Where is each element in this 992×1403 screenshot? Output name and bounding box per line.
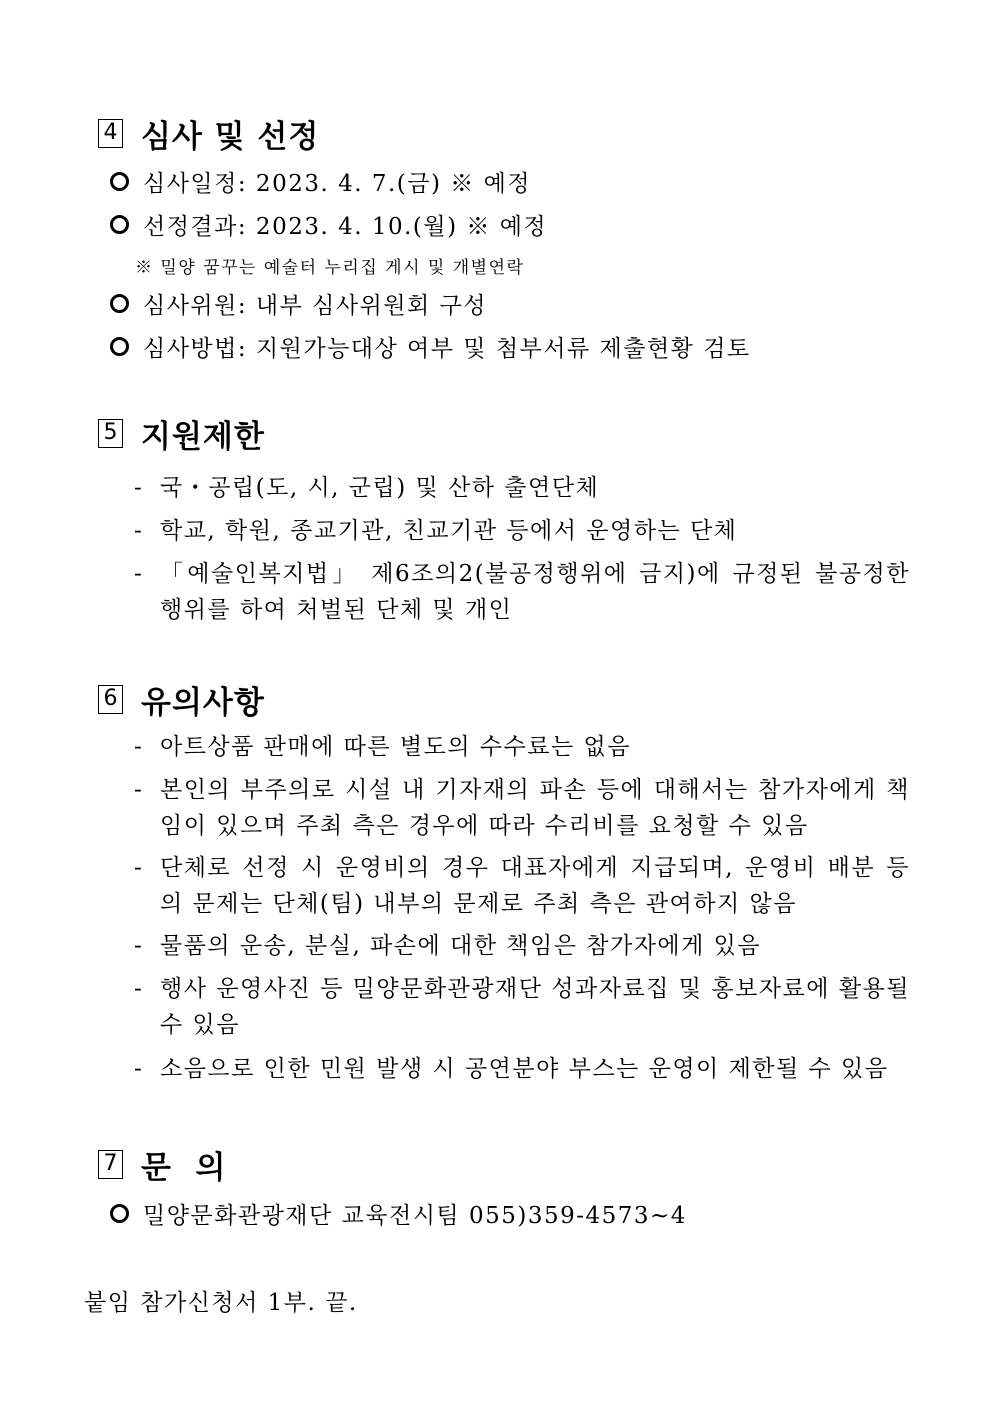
section-title: 문 의 [141, 1149, 227, 1186]
section-title: 지원제한 [141, 418, 265, 455]
list-item: - 물품의 운송, 분실, 파손에 대한 책임은 참가자에게 있음 [134, 928, 910, 964]
section-number-box: 4 [98, 119, 123, 148]
dash-marker: - [134, 855, 144, 881]
list-item: - 행사 운영사진 등 밀양문화관광재단 성과자료집 및 홍보자료에 활용될 수 있음 [134, 971, 910, 1043]
dash-marker: - [134, 933, 144, 959]
section-number-box: 7 [98, 1150, 123, 1179]
section-number-box: 6 [98, 685, 123, 714]
section-6-heading [98, 679, 265, 719]
section-4-heading [98, 113, 319, 153]
list-item: - 소음으로 인한 민원 발생 시 공연분야 부스는 운영이 제한될 수 있음 [134, 1051, 910, 1087]
list-item: 선정결과: 2023. 4. 10.(월) ※ 예정 [110, 207, 547, 241]
dash-marker: - [134, 1056, 144, 1082]
circle-bullet-icon [110, 294, 129, 313]
dash-marker: - [134, 475, 144, 501]
section-7-heading [98, 1144, 226, 1184]
circle-bullet-icon [110, 1204, 129, 1223]
section-title: 심사 및 선정 [141, 118, 320, 155]
dash-marker: - [134, 518, 144, 544]
list-item: 심사위원: 내부 심사위원회 구성 [110, 286, 487, 320]
list-item: 심사방법: 지원가능대상 여부 및 첨부서류 제출현황 검토 [110, 329, 751, 363]
section-5-heading [98, 413, 265, 453]
circle-bullet-icon [110, 172, 129, 191]
list-item: 심사일정: 2023. 4. 7.(금) ※ 예정 [110, 164, 531, 198]
circle-bullet-icon [110, 337, 129, 356]
list-item: - 본인의 부주의로 시설 내 기자재의 파손 등에 대해서는 참가자에게 책임이 있으며 주최 측은 경우에 따라 수리비를 요청할 수 있음 [134, 772, 910, 844]
list-item: - 아트상품 판매에 따른 별도의 수수료는 없음 [134, 729, 910, 765]
dash-marker: - [134, 734, 144, 760]
section-number-box: 5 [98, 419, 123, 448]
dash-marker: - [134, 561, 144, 587]
section-title: 유의사항 [141, 684, 265, 721]
dash-marker: - [134, 777, 144, 803]
list-item: - 국・공립(도, 시, 군립) 및 산하 출연단체 [134, 470, 910, 506]
circle-bullet-icon [110, 215, 129, 234]
list-item: - 단체로 선정 시 운영비의 경우 대표자에게 지급되며, 운영비 배분 등의 문제는 단체(팀) 내부의 문제로 주최 측은 관여하지 않음 [134, 850, 910, 922]
attachment-note: 붙임 참가신청서 1부. 끝. [84, 1290, 358, 1316]
list-item: 밀양문화관광재단 교육전시팀 055)359-4573~4 [110, 1196, 687, 1230]
note-text: ※ 밀양 꿈꾸는 예술터 누리집 게시 및 개별연락 [135, 258, 525, 278]
dash-marker: - [134, 976, 144, 1002]
list-item: - 「예술인복지법」 제6조의2(불공정행위에 금지)에 규정된 불공정한 행위를 하여 처벌된 단체 및 개인 [134, 556, 910, 628]
list-item: - 학교, 학원, 종교기관, 친교기관 등에서 운영하는 단체 [134, 513, 910, 549]
